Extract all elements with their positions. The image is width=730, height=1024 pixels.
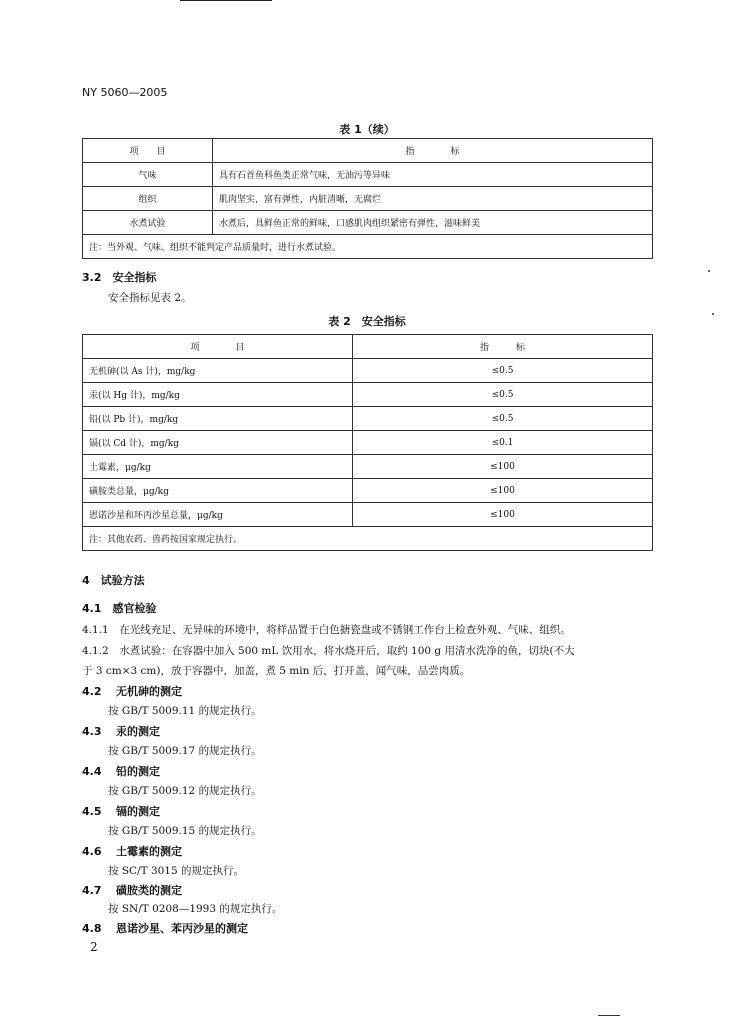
table2-header-indicator: 指 标	[353, 335, 653, 359]
section-4-8-heading	[82, 920, 248, 936]
section-4-4-text: 按 GB/T 5009.12 的规定执行。	[108, 785, 262, 797]
section-4-2-heading	[82, 683, 182, 699]
table1-cell-indicator: 肌肉坚实，富有弹性，内脏清晰，无腐烂	[213, 187, 653, 211]
section-4-2-text: 按 GB/T 5009.11 的规定执行。	[108, 705, 262, 717]
section-title: 土霉素的测定	[116, 845, 182, 858]
table2-cell-limit: ≤0.5	[353, 383, 653, 407]
table2-cell-limit: ≤100	[353, 455, 653, 479]
table-row	[83, 383, 653, 407]
table2-cell-item: 铅(以 Pb 计)，mg/kg	[83, 407, 353, 431]
table1-header-item: 项 目	[83, 139, 213, 163]
table1-cell-item: 水煮试验	[83, 211, 213, 235]
table2-cell-item: 镉(以 Cd 计)，mg/kg	[83, 431, 353, 455]
table-row	[83, 359, 653, 383]
table-row	[83, 455, 653, 479]
table2-header-item: 项 目	[83, 335, 353, 359]
table-row	[83, 479, 653, 503]
section-title: 无机砷的测定	[116, 685, 182, 698]
table2-cell-limit: ≤100	[353, 503, 653, 527]
section-4-7-text: 按 SN/T 0208—1993 的规定执行。	[108, 903, 283, 915]
table1-caption: 表 1（续）	[339, 123, 395, 136]
table1	[82, 138, 653, 259]
section-title: 镉的测定	[116, 805, 160, 818]
table2-cell-item: 恩诺沙星和环丙沙星总量，μg/kg	[83, 503, 353, 527]
section-4-1-2-text-cont: 于 3 cm×3 cm)，放于容器中，加盖，煮 5 min 后，打开盖，闻气味，品尝肉质。	[82, 665, 471, 677]
table1-note: 注：当外观、气味、组织不能判定产品质量时，进行水煮试验。	[83, 235, 653, 259]
table2-cell-item: 磺胺类总量，μg/kg	[83, 479, 353, 503]
table1-cell-item: 气味	[83, 163, 213, 187]
table2-cell-item: 土霉素，μg/kg	[83, 455, 353, 479]
table-row	[83, 407, 653, 431]
top-rule	[180, 0, 272, 1]
table1-cell-indicator: 具有石首鱼科鱼类正常气味，无油污等异味	[213, 163, 653, 187]
section-title: 恩诺沙星、苯丙沙星的测定	[116, 922, 248, 935]
table2	[82, 334, 653, 551]
section-number: 4.8	[82, 922, 102, 935]
scan-speck	[712, 313, 714, 315]
table-row	[83, 211, 653, 235]
section-4-3-text: 按 GB/T 5009.17 的规定执行。	[108, 745, 262, 757]
table2-cell-item: 汞(以 Hg 计)，mg/kg	[83, 383, 353, 407]
bottom-rule	[598, 1015, 620, 1016]
table-row	[83, 187, 653, 211]
table2-note: 注：其他农药、兽药按国家规定执行。	[83, 527, 653, 551]
standard-number: NY 5060—2005	[82, 86, 168, 99]
table-row	[83, 431, 653, 455]
section-number: 4.6	[82, 845, 102, 858]
section-4-heading: 4 试验方法	[82, 574, 145, 587]
section-4-5-heading	[82, 803, 160, 819]
section-4-1-2-text: 4.1.2 水煮试验：在容器中加入 500 mL 饮用水，将水烧开后，取约 100 g 用清水洗净的鱼，切块(不大	[82, 645, 575, 657]
table2-cell-item: 无机砷(以 As 计)，mg/kg	[83, 359, 353, 383]
section-4-1-1-text: 4.1.1 在光线充足、无异味的环境中，将样品置于白色搪瓷盘或不锈钢工作台上检查外观、气味、组织。	[82, 624, 571, 636]
section-4-3-heading	[82, 723, 160, 739]
table2-caption: 表 2 安全指标	[328, 315, 406, 328]
section-4-7-heading	[82, 882, 182, 898]
table1-note-row	[83, 235, 653, 259]
table2-header-row	[83, 335, 653, 359]
table1-cell-indicator: 水煮后，具鲜鱼正常的鲜味，口感肌肉组织紧密有弹性，滋味鲜美	[213, 211, 653, 235]
section-4-1-heading: 4.1 感官检验	[82, 602, 157, 615]
table2-cell-limit: ≤0.5	[353, 407, 653, 431]
page-number: 2	[90, 940, 98, 954]
section-number: 4.4	[82, 765, 102, 778]
section-4-6-text: 按 SC/T 3015 的规定执行。	[108, 865, 245, 877]
section-number: 4.2	[82, 685, 102, 698]
table2-note-row	[83, 527, 653, 551]
table1-cell-item: 组织	[83, 187, 213, 211]
section-number: 4.3	[82, 725, 102, 738]
section-title: 汞的测定	[116, 725, 160, 738]
section-4-6-heading	[82, 843, 182, 859]
section-3-2-text: 安全指标见表 2。	[108, 292, 192, 304]
section-title: 铅的测定	[116, 765, 160, 778]
table-row	[83, 163, 653, 187]
section-number: 4.5	[82, 805, 102, 818]
section-4-5-text: 按 GB/T 5009.15 的规定执行。	[108, 825, 262, 837]
section-4-4-heading	[82, 763, 160, 779]
table1-header-indicator: 指 标	[213, 139, 653, 163]
table2-cell-limit: ≤0.5	[353, 359, 653, 383]
table2-cell-limit: ≤0.1	[353, 431, 653, 455]
table1-header-row	[83, 139, 653, 163]
section-3-2-heading: 3.2 安全指标	[82, 271, 157, 284]
table2-cell-limit: ≤100	[353, 479, 653, 503]
scan-speck	[708, 270, 710, 272]
section-title: 磺胺类的测定	[116, 884, 182, 897]
table-row	[83, 503, 653, 527]
section-number: 4.7	[82, 884, 102, 897]
